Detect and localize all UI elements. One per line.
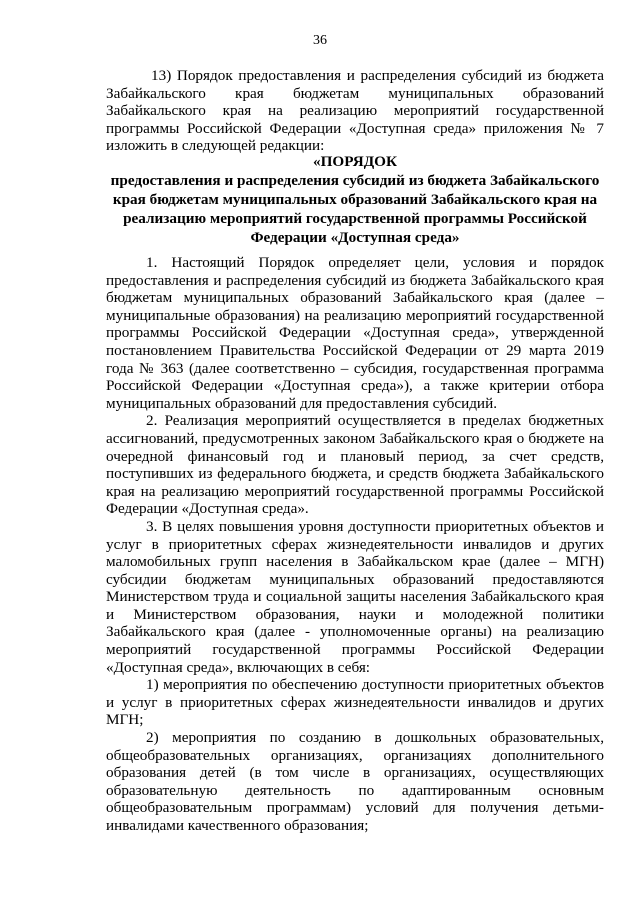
page-number: 36	[313, 33, 327, 48]
document-title	[106, 152, 604, 247]
paragraph-3: 3. В целях повышения уровня доступности приоритетных объектов и услуг в приоритетных сферах жизнедеятельности инвалидов и других маломобильных групп населения в Забайкальском крае (далее – МГН) субсидии бюджетам муниципальных образований предоставляются Министерством труда и социальной защиты населения Забайкальского края и Министерством образования, науки и молодежной политики Забайкальского края (далее - уполномоченные органы) на реализацию мероприятий государственной программы Российской Федерации «Доступная среда», включающих в себя:	[106, 517, 604, 676]
title-subheading: предоставления и распределения субсидий из бюджета Забайкальского края бюджетам муниципальных образований Забайкальского края на реализацию мероприятий государственной программы Российской Федерации «Доступная среда»	[110, 172, 600, 246]
title-heading: «ПОРЯДОК	[313, 153, 397, 170]
intro-paragraph: 13) Порядок предоставления и распределения субсидий из бюджета Забайкальского края бюджетам муниципальных образований Забайкальского края на реализацию мероприятий государственной программы Российской Федерации «Доступная среда» приложения № 7 изложить в следующей редакции:	[106, 67, 604, 155]
document-body	[106, 254, 604, 835]
list-item-2: 2) мероприятия по созданию в дошкольных образовательных, общеобразовательных организациях, организациях дополнительного образования детей (в том числе в организациях, осуществляющих образовательную деятельность по адаптированным основным общеобразовательным программам) условий для получения детьми-инвалидами качественного образования;	[106, 729, 604, 834]
list-item-1: 1) мероприятия по обеспечению доступности приоритетных объектов и услуг в приоритетных сферах жизнедеятельности инвалидов и других МГН;	[106, 676, 604, 729]
paragraph-2: 2. Реализация мероприятий осуществляется в пределах бюджетных ассигнований, предусмотренных законом Забайкальского края о бюджете на очередной финансовый год и плановый период, за счет средств, поступивших из федерального бюджета, и средств бюджета Забайкальского края на реализацию мероприятий государственной программы Российской Федерации «Доступная среда».	[106, 412, 604, 518]
paragraph-1: 1. Настоящий Порядок определяет цели, условия и порядок предоставления и распределения субсидий из бюджета Забайкальского края бюджетам муниципальных образований Забайкальского края (далее – муниципальные образования) на реализацию мероприятий государственной программы Российской Федерации «Доступная среда», утвержденной постановлением Правительства Российской Федерации от 29 марта 2019 года № 363 (далее соответственно – субсидия, государственная программа Российской Федерации «Доступная среда»), а также критерии отбора муниципальных образований для предоставления субсидий.	[106, 254, 604, 412]
